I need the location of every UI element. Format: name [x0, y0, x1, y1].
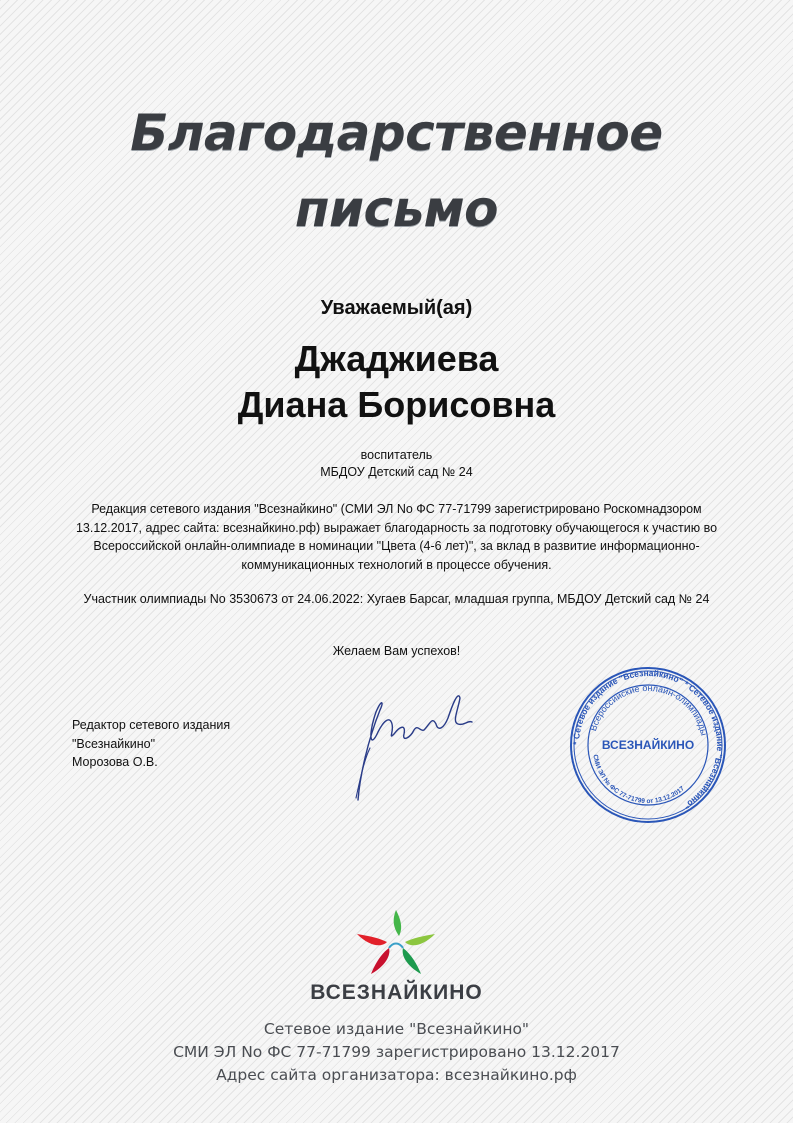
recipient-role: воспитатель — [360, 448, 433, 462]
footer-line-2: СМИ ЭЛ No ФС 77-71799 зарегистрировано 13.12.2017 — [173, 1043, 620, 1061]
signature-image — [340, 680, 490, 810]
recipient-position — [0, 447, 793, 481]
wish-text: Желаем Вам успехов! — [332, 644, 461, 658]
title-line-2: письмо — [294, 180, 499, 238]
gratitude-text: Редакция сетевого издания "Всезнайкино" (СМИ ЭЛ No ФС 77-71799 зарегистрировано Роскомнадзором 13.12.2017, адрес сайта: всезнайкино.рф) выражает благодарность за подготовку обучающегося к участию во Всероссийской онлайн-олимпиаде в номинации "Цвета (4-6 лет)", за вклад в развитие информационно-коммуникационных технологий в процессе обучения. — [75, 502, 718, 572]
stamp-outer-text: * Сетевое издание "Всезнайкино" * Сетевое издание "Всезнайкино" — [570, 667, 726, 812]
footer-line-1: Сетевое издание "Всезнайкино" — [263, 1020, 530, 1038]
participant-info: Участник олимпиады No 3530673 от 24.06.2022: Хугаев Барсаг, младшая группа, МБДОУ Детский сад № 24 — [83, 592, 710, 606]
certificate-title — [0, 95, 793, 247]
stamp-bottom-text: СМИ ЭЛ № ФС 77-71799 от 13.12.2017 — [591, 754, 686, 805]
editor-name: Морозова О.В. — [72, 755, 158, 769]
publisher-stamp — [569, 666, 727, 824]
recipient-surname: Джаджиева — [294, 338, 499, 379]
vseznaykino-star-logo-icon — [355, 908, 437, 978]
recipient-given-name: Диана Борисовна — [237, 384, 556, 425]
svg-text:СМИ ЭЛ № ФС 77-71799 от 13.12. — [591, 754, 686, 805]
title-line-1: Благодарственное — [130, 104, 663, 162]
stamp-center-text: ВСЕЗНАЙКИНО — [601, 738, 695, 752]
editor-title: Редактор сетевого издания — [72, 718, 231, 732]
stamp-inner-text: Всероссийские онлайн-олимпиады — [587, 682, 710, 737]
footer-line-3: Адрес сайта организатора: всезнайкино.рф — [216, 1066, 577, 1084]
greeting: Уважаемый(ая) — [320, 297, 473, 319]
editor-publication: "Всезнайкино" — [72, 736, 156, 751]
recipient-organization: МБДОУ Детский сад № 24 — [320, 465, 473, 479]
editor-block — [72, 716, 230, 772]
recipient-name — [0, 336, 793, 428]
brand-name: ВСЕЗНАЙКИНО — [310, 981, 483, 1004]
footer — [0, 1018, 793, 1087]
